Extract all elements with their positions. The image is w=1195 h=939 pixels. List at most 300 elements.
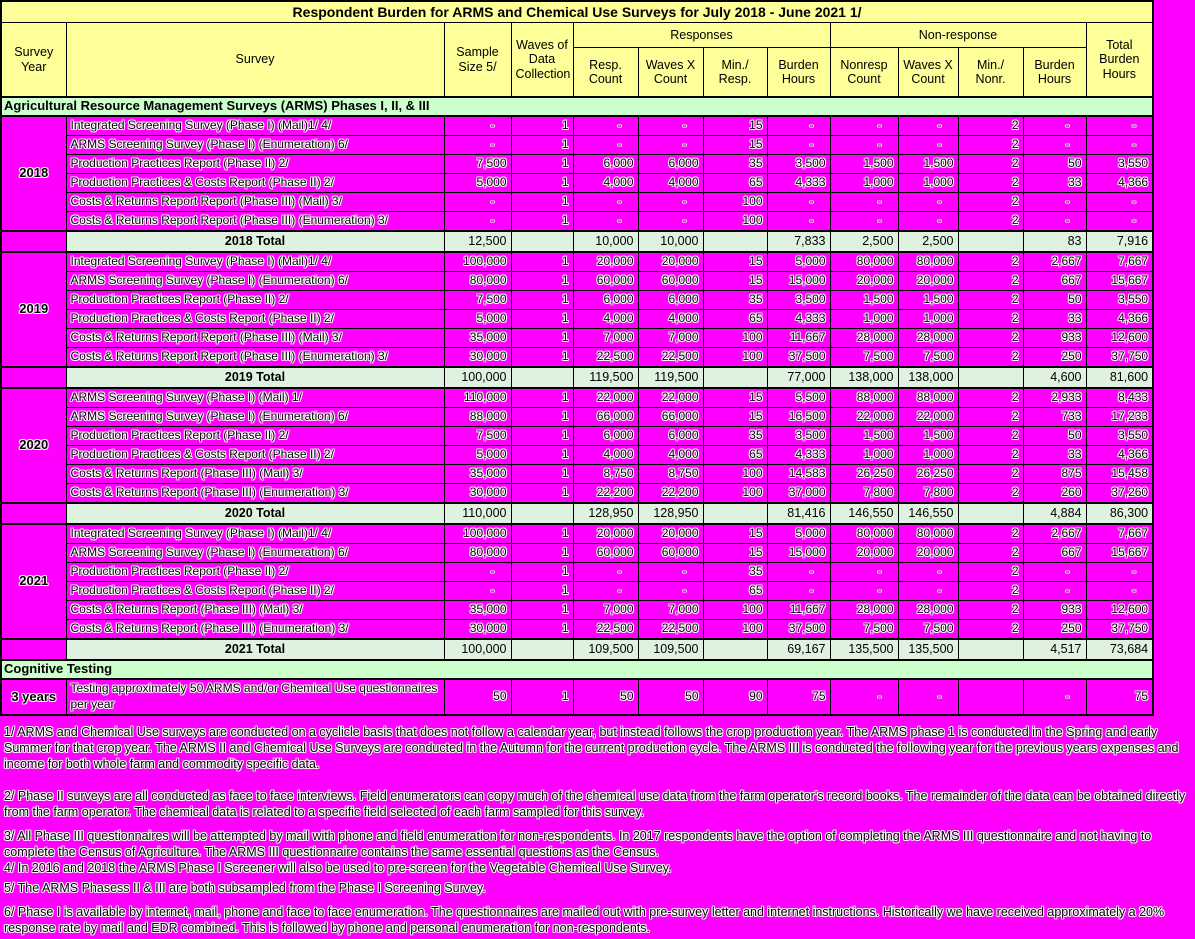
cell-sample-size: - xyxy=(444,193,511,212)
cell-total-min-resp xyxy=(703,367,767,388)
cell-nonresp-waves-x-count: 22,000 xyxy=(898,408,958,427)
cell-survey-name: Production Practices Report (Phase II) 2/ xyxy=(66,427,444,446)
cell-nonresp-count: 1,000 xyxy=(830,174,898,193)
cell-resp-burden-hours: 4,333 xyxy=(767,310,830,329)
cell-sample-size: - xyxy=(444,582,511,601)
cell-waves: 1 xyxy=(511,446,573,465)
cell-resp-waves-x-count: 20,000 xyxy=(638,252,703,272)
cell-nonresp-waves-x-count: - xyxy=(898,563,958,582)
cell-resp-waves-x-count: 60,000 xyxy=(638,544,703,563)
cell-min-nonr: 2 xyxy=(958,272,1023,291)
cell-waves: 1 xyxy=(511,408,573,427)
cell-total-sample-size: 110,000 xyxy=(444,503,511,524)
cell-resp-waves-x-count: 20,000 xyxy=(638,524,703,544)
cell-total-nonresp-burden-hours: 4,884 xyxy=(1023,503,1086,524)
cell-total-waves xyxy=(511,367,573,388)
cell-total-nonresp-waves-x-count: 2,500 xyxy=(898,231,958,252)
cell-nonresp-waves-x-count: 28,000 xyxy=(898,329,958,348)
table-row xyxy=(1,601,1153,620)
cell-total-sample-size: 100,000 xyxy=(444,639,511,660)
cell-survey-name: Costs & Returns Report (Phase III) (Enumeration) 3/ xyxy=(66,484,444,504)
cell-nonresp-count: - xyxy=(830,193,898,212)
cell-resp-count: - xyxy=(573,212,638,232)
cell-sample-size: - xyxy=(444,116,511,136)
cell-resp-count: 66,000 xyxy=(573,408,638,427)
cell-resp-waves-x-count: 7,000 xyxy=(638,329,703,348)
col-header-nonresp-burden-hours: Burden Hours xyxy=(1023,48,1086,98)
table-row xyxy=(1,679,1153,715)
cell-nonresp-count: - xyxy=(830,212,898,232)
cell-total-burden-hours: 12,600 xyxy=(1086,329,1153,348)
cell-survey-name: ARMS Screening Survey (Phase I) (Enumeration) 6/ xyxy=(66,408,444,427)
cell-resp-waves-x-count: - xyxy=(638,212,703,232)
cell-nonresp-waves-x-count: - xyxy=(898,582,958,601)
col-header-min-nonr: Min./ Nonr. xyxy=(958,48,1023,98)
table-row xyxy=(1,465,1153,484)
col-header-survey: Survey xyxy=(66,23,444,98)
total-row xyxy=(1,503,1153,524)
cell-resp-burden-hours: 5,000 xyxy=(767,524,830,544)
cell-total-resp-burden-hours: 77,000 xyxy=(767,367,830,388)
cell-total-burden-hours: 17,233 xyxy=(1086,408,1153,427)
cell-total-nonresp-waves-x-count: 135,500 xyxy=(898,639,958,660)
cell-nonresp-burden-hours: 667 xyxy=(1023,272,1086,291)
table-row xyxy=(1,388,1153,408)
table-row xyxy=(1,446,1153,465)
cell-waves: 1 xyxy=(511,116,573,136)
cell-nonresp-waves-x-count: 1,500 xyxy=(898,155,958,174)
cell-nonresp-burden-hours: 933 xyxy=(1023,329,1086,348)
cell-nonresp-burden-hours: 50 xyxy=(1023,155,1086,174)
cell-nonresp-burden-hours: - xyxy=(1023,136,1086,155)
cell-total-total-burden-hours: 7,916 xyxy=(1086,231,1153,252)
cell-nonresp-burden-hours: - xyxy=(1023,679,1086,715)
cell-resp-count: 60,000 xyxy=(573,544,638,563)
col-header-resp-waves-x-count: Waves X Count xyxy=(638,48,703,98)
cell-nonresp-waves-x-count: 80,000 xyxy=(898,524,958,544)
cell-min-nonr: 2 xyxy=(958,193,1023,212)
cell-min-resp: 100 xyxy=(703,465,767,484)
cell-nonresp-burden-hours: 2,667 xyxy=(1023,524,1086,544)
cell-waves: 1 xyxy=(511,174,573,193)
cell-nonresp-count: 1,500 xyxy=(830,427,898,446)
cell-min-resp: 65 xyxy=(703,446,767,465)
cell-total-min-nonr xyxy=(958,231,1023,252)
cell-sample-size: 30,000 xyxy=(444,348,511,368)
cell-resp-waves-x-count: 6,000 xyxy=(638,155,703,174)
cell-nonresp-burden-hours: - xyxy=(1023,582,1086,601)
cell-total-sample-size: 12,500 xyxy=(444,231,511,252)
cell-survey-name: Integrated Screening Survey (Phase I) (Mail)1/ 4/ xyxy=(66,524,444,544)
cell-resp-waves-x-count: - xyxy=(638,193,703,212)
cell-sample-size: 5,000 xyxy=(444,310,511,329)
cell-sample-size: 5,000 xyxy=(444,446,511,465)
table-row xyxy=(1,582,1153,601)
cell-total-nonresp-count: 135,500 xyxy=(830,639,898,660)
cell-total-burden-hours: - xyxy=(1086,582,1153,601)
cell-sample-size: 100,000 xyxy=(444,252,511,272)
cell-resp-waves-x-count: - xyxy=(638,136,703,155)
cell-min-nonr: 2 xyxy=(958,582,1023,601)
cell-total-waves xyxy=(511,231,573,252)
cell-min-resp: 15 xyxy=(703,272,767,291)
table-row xyxy=(1,136,1153,155)
footnotes xyxy=(0,716,1195,936)
cell-total-min-resp xyxy=(703,231,767,252)
cell-nonresp-count: 7,800 xyxy=(830,484,898,504)
cell-waves: 1 xyxy=(511,272,573,291)
cell-total-min-resp xyxy=(703,503,767,524)
col-header-sample-size: Sample Size 5/ xyxy=(444,23,511,98)
cell-sample-size: 35,000 xyxy=(444,329,511,348)
cell-total-nonresp-waves-x-count: 138,000 xyxy=(898,367,958,388)
cell-nonresp-count: 1,000 xyxy=(830,446,898,465)
cell-nonresp-waves-x-count: 28,000 xyxy=(898,601,958,620)
cell-nonresp-waves-x-count: 1,000 xyxy=(898,174,958,193)
cell-waves: 1 xyxy=(511,679,573,715)
cell-nonresp-count: - xyxy=(830,136,898,155)
cell-waves: 1 xyxy=(511,136,573,155)
cell-resp-count: 4,000 xyxy=(573,310,638,329)
cell-min-resp: 100 xyxy=(703,601,767,620)
cell-nonresp-count: 80,000 xyxy=(830,252,898,272)
cell-min-resp: 100 xyxy=(703,484,767,504)
cell-resp-burden-hours: 16,500 xyxy=(767,408,830,427)
cell-resp-burden-hours: 11,667 xyxy=(767,329,830,348)
cell-total-burden-hours: 4,366 xyxy=(1086,446,1153,465)
footnote-5: 5/ The ARMS Phasess II & III are both subsampled from the Phase I Screening Survey. xyxy=(4,881,486,895)
cell-resp-burden-hours: 14,583 xyxy=(767,465,830,484)
table-row xyxy=(1,484,1153,504)
cell-total-label: 2018 Total xyxy=(66,231,444,252)
cell-nonresp-burden-hours: - xyxy=(1023,212,1086,232)
cell-total-min-resp xyxy=(703,639,767,660)
cell-nonresp-waves-x-count: - xyxy=(898,193,958,212)
cell-total-sample-size: 100,000 xyxy=(444,367,511,388)
cell-min-resp: 15 xyxy=(703,544,767,563)
cell-survey-name: Integrated Screening Survey (Phase I) (Mail)1/ 4/ xyxy=(66,252,444,272)
cell-sample-size: 7,500 xyxy=(444,155,511,174)
cell-resp-burden-hours: 3,500 xyxy=(767,155,830,174)
cell-total-label: 2019 Total xyxy=(66,367,444,388)
cell-waves: 1 xyxy=(511,563,573,582)
cell-nonresp-count: 7,500 xyxy=(830,348,898,368)
cell-min-resp: 15 xyxy=(703,408,767,427)
cell-resp-waves-x-count: 6,000 xyxy=(638,291,703,310)
cell-min-nonr: 2 xyxy=(958,408,1023,427)
cell-nonresp-waves-x-count: - xyxy=(898,212,958,232)
cell-survey-name: Costs & Returns Report (Phase III) (Mail) 3/ xyxy=(66,601,444,620)
cell-total-burden-hours: 15,667 xyxy=(1086,272,1153,291)
cell-nonresp-burden-hours: 250 xyxy=(1023,348,1086,368)
cell-resp-burden-hours: 37,000 xyxy=(767,484,830,504)
cell-nonresp-burden-hours: 33 xyxy=(1023,446,1086,465)
cell-resp-count: 6,000 xyxy=(573,427,638,446)
cell-survey-year: 2019 xyxy=(1,252,66,367)
cell-nonresp-count: - xyxy=(830,582,898,601)
cell-waves: 1 xyxy=(511,524,573,544)
cell-resp-waves-x-count: - xyxy=(638,563,703,582)
cell-nonresp-burden-hours: 50 xyxy=(1023,427,1086,446)
cell-resp-waves-x-count: 22,500 xyxy=(638,620,703,640)
cell-sample-size: 110,000 xyxy=(444,388,511,408)
cell-total-burden-hours: - xyxy=(1086,116,1153,136)
cell-waves: 1 xyxy=(511,601,573,620)
cell-total-label: 2021 Total xyxy=(66,639,444,660)
cell-survey-name: Costs & Returns Report Report (Phase III) (Mail) 3/ xyxy=(66,329,444,348)
cell-min-resp: 65 xyxy=(703,582,767,601)
section-header-label: Agricultural Resource Management Surveys (ARMS) Phases I, II, & III xyxy=(1,97,1153,116)
cell-resp-waves-x-count: - xyxy=(638,116,703,136)
cell-total-nonresp-burden-hours: 83 xyxy=(1023,231,1086,252)
col-group-responses: Responses xyxy=(573,23,830,48)
cell-total-resp-waves-x-count: 10,000 xyxy=(638,231,703,252)
cell-nonresp-count: 1,000 xyxy=(830,310,898,329)
cell-total-resp-burden-hours: 69,167 xyxy=(767,639,830,660)
cell-survey-name: Production Practices Report (Phase II) 2/ xyxy=(66,291,444,310)
section-header-row xyxy=(1,97,1153,116)
cell-resp-waves-x-count: 4,000 xyxy=(638,174,703,193)
cell-min-resp: 15 xyxy=(703,136,767,155)
cell-total-total-burden-hours: 73,684 xyxy=(1086,639,1153,660)
section-header-label: Cognitive Testing xyxy=(1,660,1153,679)
cell-min-nonr: 2 xyxy=(958,329,1023,348)
cell-sample-size: 50 xyxy=(444,679,511,715)
cell-total-resp-waves-x-count: 109,500 xyxy=(638,639,703,660)
cell-total-burden-hours: - xyxy=(1086,212,1153,232)
cell-total-burden-hours: 7,667 xyxy=(1086,524,1153,544)
footnote-4: 4/ In 2016 and 2018 the ARMS Phase I Screener will also be used to pre-screen for the Vegetable Chemical Use Survey. xyxy=(4,861,672,875)
col-header-resp-count: Resp. Count xyxy=(573,48,638,98)
table-row xyxy=(1,155,1153,174)
cell-resp-count: - xyxy=(573,563,638,582)
cell-min-resp: 65 xyxy=(703,310,767,329)
cell-survey-name: Integrated Screening Survey (Phase I) (Mail)1/ 4/ xyxy=(66,116,444,136)
cell-resp-count: 22,500 xyxy=(573,620,638,640)
cell-resp-burden-hours: - xyxy=(767,193,830,212)
table-row xyxy=(1,620,1153,640)
cell-resp-waves-x-count: 7,000 xyxy=(638,601,703,620)
cell-resp-burden-hours: 5,000 xyxy=(767,252,830,272)
cell-min-nonr: 2 xyxy=(958,310,1023,329)
cell-resp-count: 60,000 xyxy=(573,272,638,291)
cell-resp-waves-x-count: 6,000 xyxy=(638,427,703,446)
table-row xyxy=(1,348,1153,368)
cell-nonresp-count: - xyxy=(830,679,898,715)
cell-min-resp: 15 xyxy=(703,524,767,544)
cell-total-burden-hours: - xyxy=(1086,136,1153,155)
cell-sample-size: 35,000 xyxy=(444,465,511,484)
cell-min-resp: 35 xyxy=(703,155,767,174)
cell-min-resp: 100 xyxy=(703,212,767,232)
cell-min-resp: 100 xyxy=(703,329,767,348)
cell-waves: 1 xyxy=(511,155,573,174)
cell-nonresp-burden-hours: 875 xyxy=(1023,465,1086,484)
cell-survey-year: 3 years xyxy=(1,679,66,715)
cell-survey-name: Production Practices & Costs Report (Phase II) 2/ xyxy=(66,174,444,193)
cell-nonresp-burden-hours: - xyxy=(1023,563,1086,582)
cell-sample-size: 30,000 xyxy=(444,484,511,504)
cell-survey-name: ARMS Screening Survey (Phase I) (Enumeration) 6/ xyxy=(66,272,444,291)
table-row xyxy=(1,116,1153,136)
cell-total-total-burden-hours: 81,600 xyxy=(1086,367,1153,388)
cell-waves: 1 xyxy=(511,310,573,329)
table-row xyxy=(1,427,1153,446)
col-header-resp-burden-hours: Burden Hours xyxy=(767,48,830,98)
cell-total-burden-hours: 75 xyxy=(1086,679,1153,715)
cell-resp-waves-x-count: 8,750 xyxy=(638,465,703,484)
cell-waves: 1 xyxy=(511,582,573,601)
cell-total-burden-hours: 4,366 xyxy=(1086,174,1153,193)
cell-total-resp-waves-x-count: 119,500 xyxy=(638,367,703,388)
table-title: Respondent Burden for ARMS and Chemical Use Surveys for July 2018 - June 2021 1/ xyxy=(1,1,1153,23)
cell-resp-count: - xyxy=(573,193,638,212)
cell-nonresp-count: 20,000 xyxy=(830,544,898,563)
cell-total-burden-hours: 7,667 xyxy=(1086,252,1153,272)
cell-total-burden-hours: 37,260 xyxy=(1086,484,1153,504)
cell-total-burden-hours: 8,433 xyxy=(1086,388,1153,408)
cell-survey-year: 2020 xyxy=(1,388,66,503)
cell-total-resp-burden-hours: 7,833 xyxy=(767,231,830,252)
cell-survey-name: Costs & Returns Report Report (Phase III) (Enumeration) 3/ xyxy=(66,348,444,368)
cell-min-nonr: 2 xyxy=(958,388,1023,408)
cell-min-nonr: 2 xyxy=(958,544,1023,563)
cell-min-resp: 35 xyxy=(703,563,767,582)
cell-sample-size: - xyxy=(444,136,511,155)
cell-sample-size: 35,000 xyxy=(444,601,511,620)
cell-resp-waves-x-count: - xyxy=(638,582,703,601)
cell-total-nonresp-count: 146,550 xyxy=(830,503,898,524)
cell-min-resp: 15 xyxy=(703,388,767,408)
cell-survey-name: Production Practices Report (Phase II) 2/ xyxy=(66,155,444,174)
cell-nonresp-count: 88,000 xyxy=(830,388,898,408)
cell-nonresp-count: 7,500 xyxy=(830,620,898,640)
table-row xyxy=(1,544,1153,563)
cell-sample-size: 88,000 xyxy=(444,408,511,427)
cell-nonresp-burden-hours: 33 xyxy=(1023,174,1086,193)
cell-survey-name: Testing approximately 50 ARMS and/or Chemical Use questionnaires per year xyxy=(66,679,444,715)
cell-resp-count: - xyxy=(573,116,638,136)
total-row xyxy=(1,639,1153,660)
cell-min-resp: 15 xyxy=(703,252,767,272)
cell-resp-burden-hours: - xyxy=(767,136,830,155)
table-row xyxy=(1,272,1153,291)
cell-min-resp: 90 xyxy=(703,679,767,715)
cell-sample-size: 5,000 xyxy=(444,174,511,193)
footnote-6: 6/ Phase I is available by internet, mail, phone and face to face enumeration. The questionnaires are mailed out with pre-survey letter and internet instructions. Historically we have received approximately a 20% response rate by mail and EDR combined. This is followed by phone and personal enumeration for non-respondents. xyxy=(4,905,1165,935)
cell-min-nonr: 2 xyxy=(958,601,1023,620)
cell-min-nonr: 2 xyxy=(958,465,1023,484)
cell-nonresp-waves-x-count: 1,500 xyxy=(898,291,958,310)
cell-year-spacer xyxy=(1,231,66,252)
cell-nonresp-count: - xyxy=(830,563,898,582)
col-header-min-resp: Min./ Resp. xyxy=(703,48,767,98)
cell-resp-burden-hours: 11,667 xyxy=(767,601,830,620)
cell-resp-count: 50 xyxy=(573,679,638,715)
cell-total-resp-count: 109,500 xyxy=(573,639,638,660)
cell-min-nonr: 2 xyxy=(958,212,1023,232)
cell-nonresp-waves-x-count: - xyxy=(898,679,958,715)
cell-resp-waves-x-count: 4,000 xyxy=(638,310,703,329)
table-row xyxy=(1,174,1153,193)
cell-resp-count: 22,500 xyxy=(573,348,638,368)
cell-survey-name: Production Practices & Costs Report (Phase II) 2/ xyxy=(66,446,444,465)
cell-total-resp-burden-hours: 81,416 xyxy=(767,503,830,524)
cell-total-burden-hours: 37,750 xyxy=(1086,348,1153,368)
cell-resp-count: 4,000 xyxy=(573,446,638,465)
cell-min-nonr: 2 xyxy=(958,155,1023,174)
cell-nonresp-count: 28,000 xyxy=(830,601,898,620)
col-group-non-response: Non-response xyxy=(830,23,1086,48)
cell-min-resp: 65 xyxy=(703,174,767,193)
cell-total-min-nonr xyxy=(958,639,1023,660)
cell-nonresp-waves-x-count: - xyxy=(898,116,958,136)
cell-total-waves xyxy=(511,639,573,660)
col-header-waves: Waves of Data Collection xyxy=(511,23,573,98)
cell-min-resp: 100 xyxy=(703,193,767,212)
cell-total-resp-waves-x-count: 128,950 xyxy=(638,503,703,524)
cell-total-burden-hours: 3,550 xyxy=(1086,291,1153,310)
cell-sample-size: - xyxy=(444,212,511,232)
cell-nonresp-waves-x-count: 80,000 xyxy=(898,252,958,272)
cell-nonresp-burden-hours: 250 xyxy=(1023,620,1086,640)
cell-survey-name: Costs & Returns Report (Phase III) (Mail) 3/ xyxy=(66,465,444,484)
cell-survey-name: Production Practices Report (Phase II) 2/ xyxy=(66,563,444,582)
cell-waves: 1 xyxy=(511,348,573,368)
cell-nonresp-waves-x-count: 20,000 xyxy=(898,544,958,563)
cell-survey-name: ARMS Screening Survey (Phase I) (Enumeration) 6/ xyxy=(66,136,444,155)
col-header-nonresp-count: Nonresp Count xyxy=(830,48,898,98)
cell-total-nonresp-count: 138,000 xyxy=(830,367,898,388)
cell-nonresp-count: - xyxy=(830,116,898,136)
cell-total-burden-hours: 15,667 xyxy=(1086,544,1153,563)
cell-min-resp: 35 xyxy=(703,291,767,310)
cell-resp-count: 20,000 xyxy=(573,524,638,544)
cell-resp-count: 6,000 xyxy=(573,155,638,174)
cell-resp-waves-x-count: 50 xyxy=(638,679,703,715)
cell-total-nonresp-waves-x-count: 146,550 xyxy=(898,503,958,524)
cell-nonresp-waves-x-count: 26,250 xyxy=(898,465,958,484)
cell-nonresp-count: 28,000 xyxy=(830,329,898,348)
cell-min-nonr: 2 xyxy=(958,174,1023,193)
cell-total-min-nonr xyxy=(958,503,1023,524)
cell-waves: 1 xyxy=(511,484,573,504)
cell-resp-count: 22,000 xyxy=(573,388,638,408)
cell-resp-count: 22,200 xyxy=(573,484,638,504)
cell-nonresp-burden-hours: 50 xyxy=(1023,291,1086,310)
cell-nonresp-count: 22,000 xyxy=(830,408,898,427)
cell-sample-size: 7,500 xyxy=(444,427,511,446)
cell-nonresp-burden-hours: 2,933 xyxy=(1023,388,1086,408)
cell-resp-burden-hours: 3,500 xyxy=(767,291,830,310)
cell-total-burden-hours: 4,366 xyxy=(1086,310,1153,329)
cell-survey-year: 2018 xyxy=(1,116,66,231)
cell-survey-name: ARMS Screening Survey (Phase I) (Enumeration) 6/ xyxy=(66,544,444,563)
cell-resp-waves-x-count: 22,500 xyxy=(638,348,703,368)
cell-survey-name: Production Practices & Costs Report (Phase II) 2/ xyxy=(66,582,444,601)
cell-min-resp: 15 xyxy=(703,116,767,136)
cell-waves: 1 xyxy=(511,193,573,212)
cell-resp-burden-hours: 75 xyxy=(767,679,830,715)
cell-nonresp-count: 26,250 xyxy=(830,465,898,484)
cell-resp-waves-x-count: 60,000 xyxy=(638,272,703,291)
cell-min-nonr: 2 xyxy=(958,524,1023,544)
cell-total-resp-count: 128,950 xyxy=(573,503,638,524)
total-row xyxy=(1,231,1153,252)
cell-year-spacer xyxy=(1,503,66,524)
cell-min-resp: 100 xyxy=(703,348,767,368)
cell-nonresp-count: 80,000 xyxy=(830,524,898,544)
